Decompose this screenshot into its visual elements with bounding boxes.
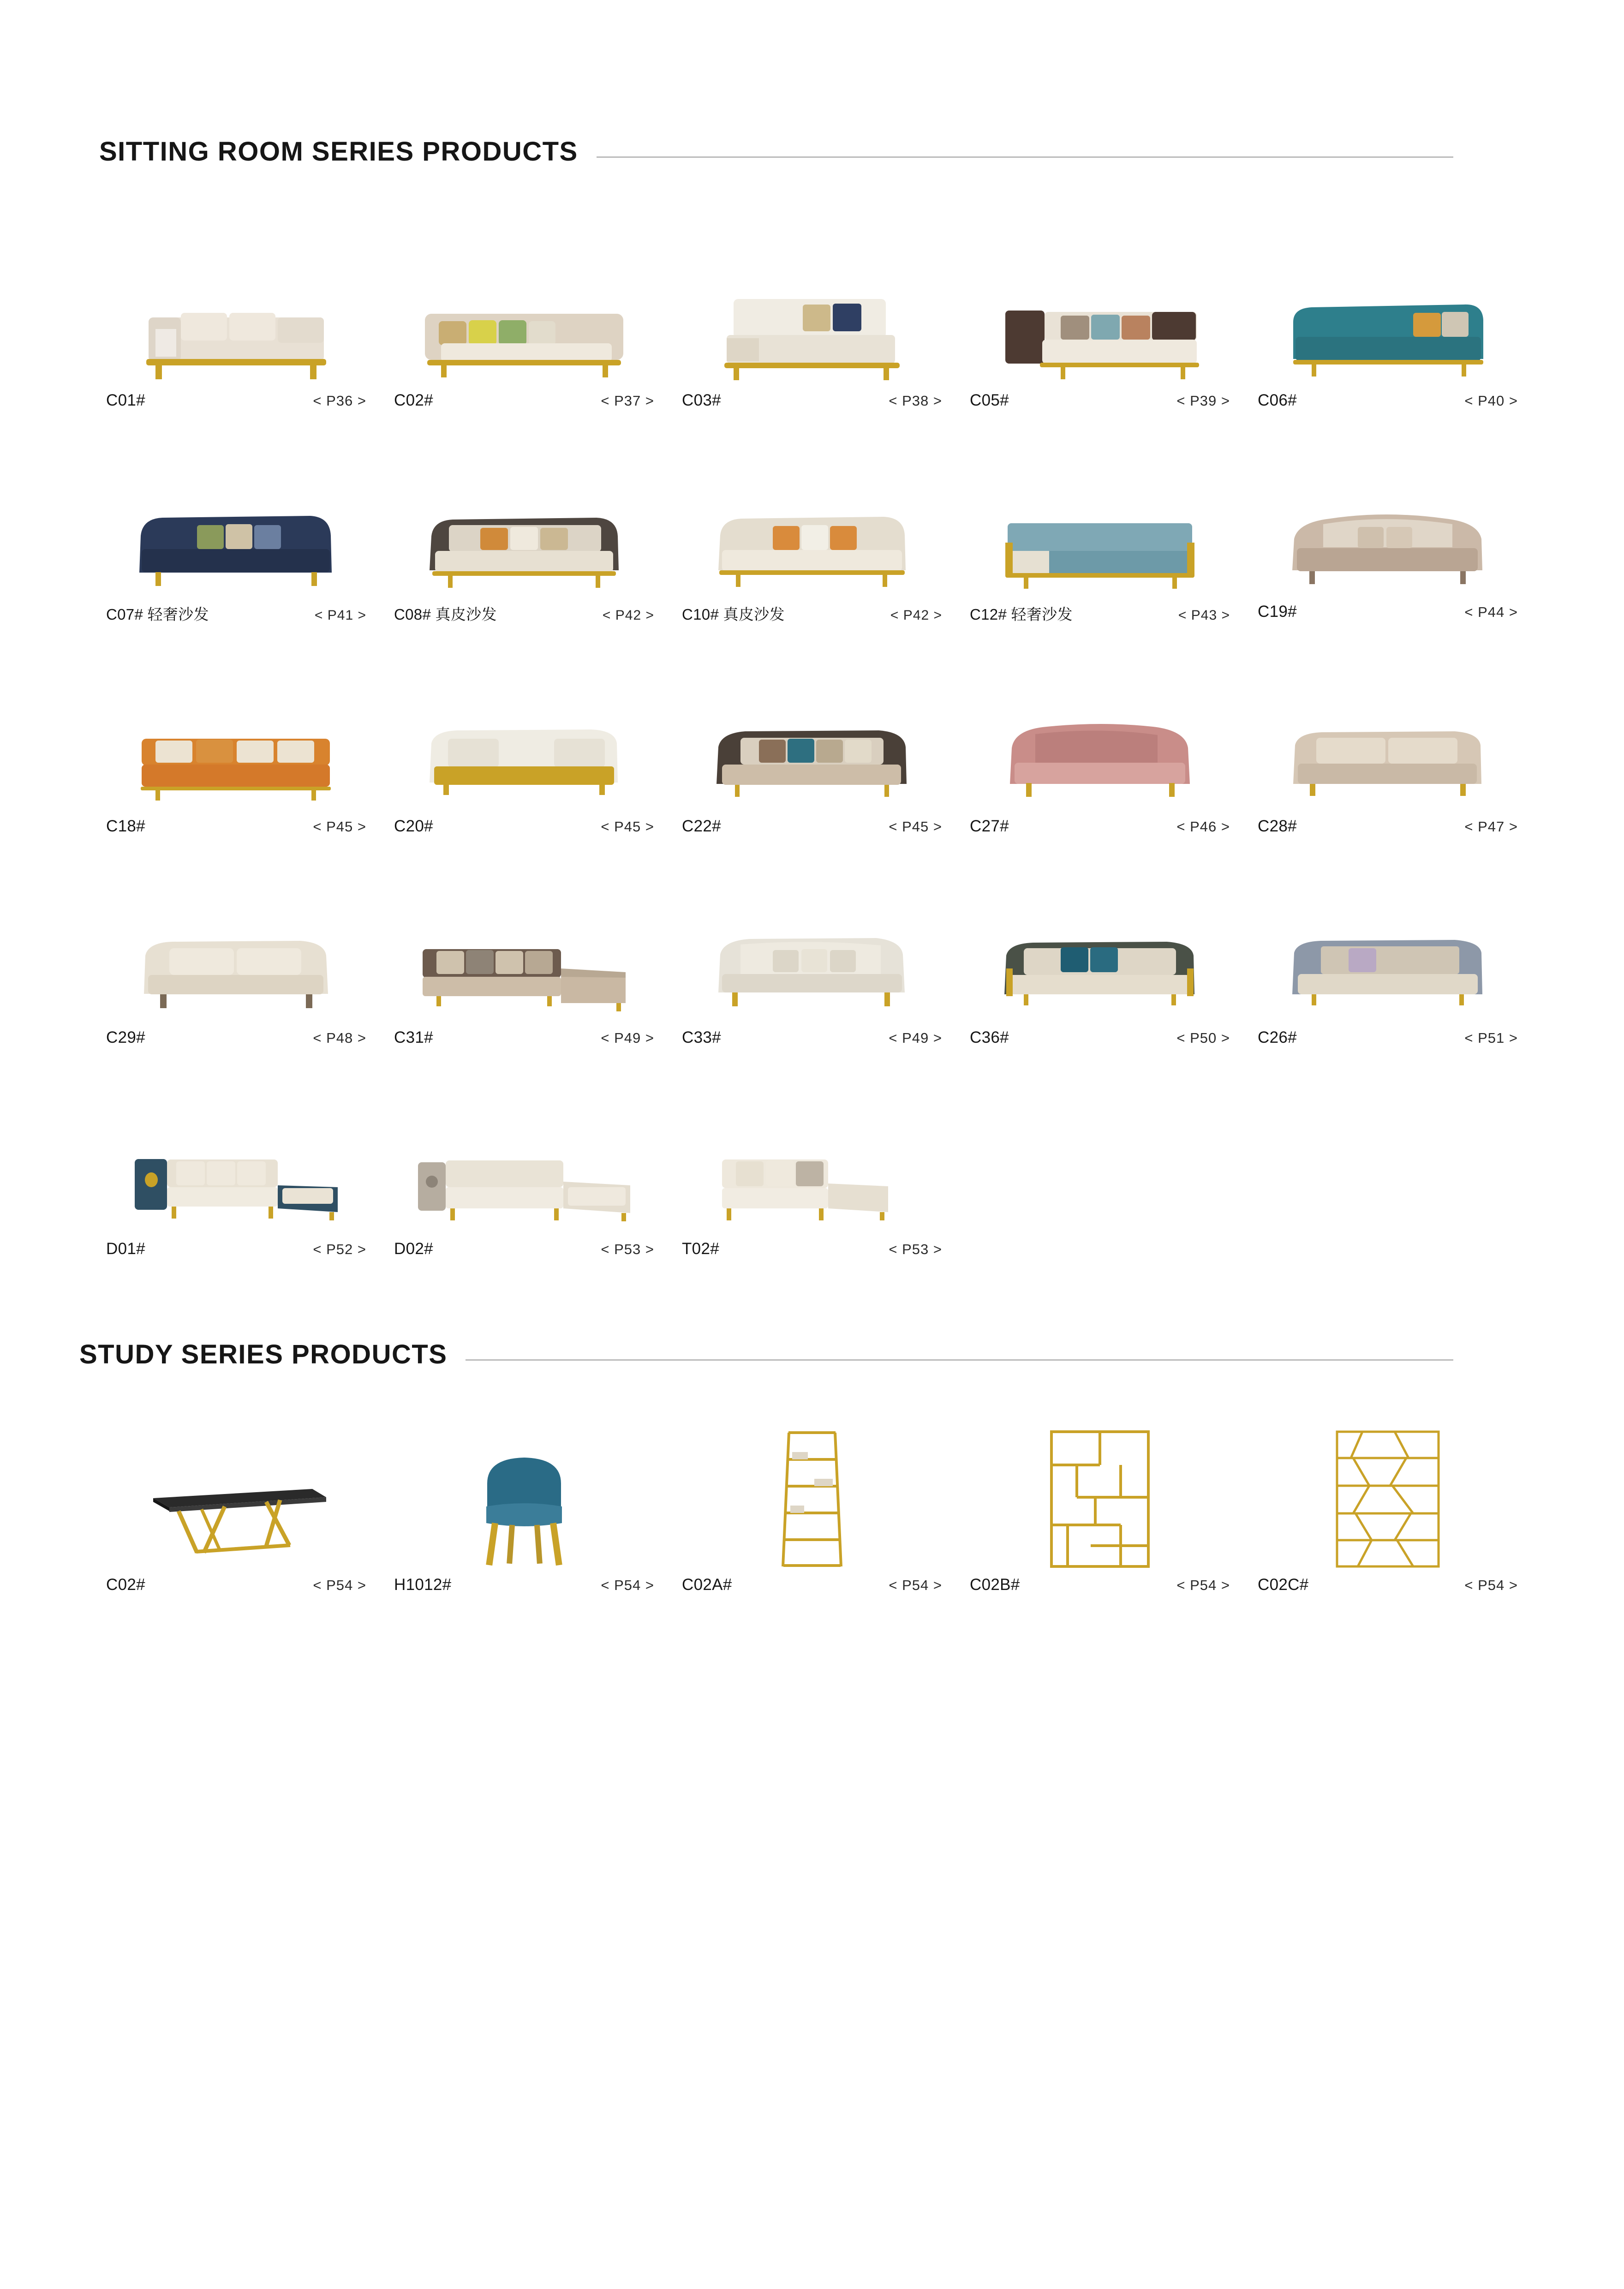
- product-image-sofa-c20: [390, 679, 658, 817]
- section-title: STUDY SERIES PRODUCTS: [79, 1339, 448, 1369]
- product-image-sofa-c07: [102, 464, 370, 603]
- product-code: C02#: [394, 391, 433, 409]
- product-page-ref: < P44 >: [1464, 604, 1518, 620]
- product-code: D02#: [394, 1240, 433, 1258]
- product-cell[interactable]: [92, 253, 380, 410]
- product-caption: [1254, 1028, 1522, 1047]
- product-code: C07# 轻奢沙发: [106, 606, 209, 623]
- product-cell[interactable]: [1244, 253, 1532, 410]
- product-code: C06#: [1258, 391, 1297, 409]
- product-code: C02A#: [682, 1576, 732, 1594]
- product-code: C20#: [394, 817, 433, 835]
- product-image-sofa-c33: [678, 890, 946, 1028]
- product-code: C36#: [970, 1028, 1009, 1046]
- product-page-ref: < P47 >: [1464, 819, 1518, 835]
- product-code: C26#: [1258, 1028, 1297, 1046]
- product-image-chair-h1012: [390, 1423, 658, 1576]
- product-cell-empty: [956, 1101, 1244, 1258]
- product-image-sofa-c12: [966, 464, 1234, 603]
- product-cell[interactable]: [956, 679, 1244, 836]
- product-cell[interactable]: [668, 464, 956, 624]
- product-page-ref: < P48 >: [313, 1030, 366, 1046]
- product-caption: [1254, 817, 1522, 836]
- section-header-study: [0, 1341, 1624, 1368]
- product-code: C08# 真皮沙发: [394, 606, 497, 623]
- product-code: D01#: [106, 1240, 145, 1258]
- product-caption: [390, 1576, 658, 1594]
- product-image-sofa-c06: [1254, 253, 1522, 391]
- product-caption: [678, 1576, 946, 1594]
- product-page-ref: < P49 >: [889, 1030, 942, 1046]
- product-cell[interactable]: [380, 253, 668, 410]
- product-code: T02#: [682, 1240, 719, 1258]
- product-code: C05#: [970, 391, 1009, 409]
- section-header-sitting-room: [0, 138, 1624, 165]
- product-cell[interactable]: [380, 1423, 668, 1594]
- product-code: C28#: [1258, 817, 1297, 835]
- product-cell[interactable]: [668, 253, 956, 410]
- section-divider: [597, 156, 1453, 158]
- product-cell[interactable]: [1244, 464, 1532, 624]
- product-code: C10# 真皮沙发: [682, 606, 785, 623]
- product-page-ref: < P42 >: [602, 608, 654, 623]
- product-caption: [102, 603, 370, 624]
- product-code: C31#: [394, 1028, 433, 1046]
- product-caption: [678, 817, 946, 836]
- product-image-sofa-c18: [102, 679, 370, 817]
- product-image-sofa-c08: [390, 464, 658, 603]
- product-caption: [966, 817, 1234, 836]
- product-code: C22#: [682, 817, 721, 835]
- product-cell[interactable]: [92, 1101, 380, 1258]
- product-cell[interactable]: [956, 464, 1244, 624]
- product-image-sofa-t02: [678, 1101, 946, 1240]
- product-page-ref: < P42 >: [890, 608, 942, 623]
- product-image-sofa-c36: [966, 890, 1234, 1028]
- product-cell[interactable]: [380, 1101, 668, 1258]
- product-image-shelf-c02b: [966, 1423, 1234, 1576]
- product-page-ref: < P49 >: [601, 1030, 654, 1046]
- product-image-sofa-c10: [678, 464, 946, 603]
- product-code: C03#: [682, 391, 721, 409]
- product-cell[interactable]: [380, 679, 668, 836]
- product-caption: [678, 1240, 946, 1258]
- product-page-ref: < P36 >: [313, 393, 366, 409]
- product-caption: [966, 1028, 1234, 1047]
- product-image-sofa-c28: [1254, 679, 1522, 817]
- product-code: C01#: [106, 391, 145, 409]
- product-caption: [966, 1576, 1234, 1594]
- product-caption: [102, 817, 370, 836]
- product-caption: [390, 603, 658, 624]
- product-grid-study: [0, 1368, 1624, 1594]
- product-page-ref: < P52 >: [313, 1241, 366, 1257]
- product-code: C18#: [106, 817, 145, 835]
- product-caption: [1254, 391, 1522, 410]
- product-image-sofa-c29: [102, 890, 370, 1028]
- product-page-ref: < P37 >: [601, 393, 654, 409]
- product-cell-empty: [1244, 1101, 1532, 1258]
- product-page-ref: < P54 >: [1176, 1577, 1230, 1593]
- product-page-ref: < P53 >: [601, 1241, 654, 1257]
- product-image-sofa-c22: [678, 679, 946, 817]
- product-code: C33#: [682, 1028, 721, 1046]
- product-code: C19#: [1258, 603, 1297, 621]
- product-caption: [1254, 1576, 1522, 1594]
- product-code: C02#: [106, 1576, 145, 1594]
- product-page-ref: < P45 >: [889, 819, 942, 835]
- product-page-ref: < P46 >: [1176, 819, 1230, 835]
- product-page-ref: < P54 >: [889, 1577, 942, 1593]
- product-image-sofa-c26: [1254, 890, 1522, 1028]
- product-code: C27#: [970, 817, 1009, 835]
- product-image-sofa-d02: [390, 1101, 658, 1240]
- product-cell[interactable]: [380, 464, 668, 624]
- section-divider: [466, 1359, 1453, 1361]
- product-code: C29#: [106, 1028, 145, 1046]
- product-caption: [102, 391, 370, 410]
- product-image-sofa-c01: [102, 253, 370, 391]
- product-page-ref: < P54 >: [1464, 1577, 1518, 1593]
- product-code: C02B#: [970, 1576, 1020, 1594]
- product-caption: [390, 817, 658, 836]
- product-image-sofa-d01: [102, 1101, 370, 1240]
- product-code: C02C#: [1258, 1576, 1309, 1594]
- product-caption: [102, 1028, 370, 1047]
- product-image-sofa-c31: [390, 890, 658, 1028]
- product-page-ref: < P38 >: [889, 393, 942, 409]
- product-cell[interactable]: [668, 1101, 956, 1258]
- product-image-sofa-c19: [1254, 464, 1522, 603]
- product-cell[interactable]: [668, 679, 956, 836]
- product-page-ref: < P54 >: [313, 1577, 366, 1593]
- product-caption: [390, 1028, 658, 1047]
- product-cell[interactable]: [956, 1423, 1244, 1594]
- product-caption: [102, 1240, 370, 1258]
- product-caption: [390, 391, 658, 410]
- product-grid-sitting-room: [0, 165, 1624, 1258]
- product-page-ref: < P41 >: [314, 608, 366, 623]
- product-page-ref: < P43 >: [1178, 608, 1230, 623]
- section-study: [0, 1258, 1624, 1594]
- product-cell[interactable]: [92, 679, 380, 836]
- product-image-shelf-c02c: [1254, 1423, 1522, 1576]
- product-image-shelf-c02a: [678, 1423, 946, 1576]
- product-page-ref: < P40 >: [1464, 393, 1518, 409]
- product-image-sofa-c02: [390, 253, 658, 391]
- product-cell[interactable]: [956, 890, 1244, 1047]
- product-cell[interactable]: [92, 464, 380, 624]
- product-page-ref: < P53 >: [889, 1241, 942, 1257]
- product-image-sofa-c05: [966, 253, 1234, 391]
- product-caption: [102, 1576, 370, 1594]
- product-image-sofa-c27: [966, 679, 1234, 817]
- product-cell[interactable]: [380, 890, 668, 1047]
- product-cell[interactable]: [668, 890, 956, 1047]
- product-code: C12# 轻奢沙发: [970, 606, 1073, 623]
- product-page-ref: < P51 >: [1464, 1030, 1518, 1046]
- product-caption: [390, 1240, 658, 1258]
- product-caption: [678, 603, 946, 624]
- product-cell[interactable]: [1244, 1423, 1532, 1594]
- product-cell[interactable]: [92, 1423, 380, 1594]
- product-image-desk-c02: [102, 1423, 370, 1576]
- product-page-ref: < P45 >: [313, 819, 366, 835]
- product-caption: [1254, 603, 1522, 621]
- product-cell[interactable]: [1244, 890, 1532, 1047]
- product-page-ref: < P39 >: [1176, 393, 1230, 409]
- product-caption: [966, 603, 1234, 624]
- section-title: SITTING ROOM SERIES PRODUCTS: [99, 137, 578, 167]
- product-cell[interactable]: [92, 890, 380, 1047]
- product-image-sofa-c03: [678, 253, 946, 391]
- product-cell[interactable]: [1244, 679, 1532, 836]
- product-caption: [966, 391, 1234, 410]
- product-page-ref: < P50 >: [1176, 1030, 1230, 1046]
- product-caption: [678, 391, 946, 410]
- product-caption: [678, 1028, 946, 1047]
- product-code: H1012#: [394, 1576, 452, 1594]
- product-cell[interactable]: [668, 1423, 956, 1594]
- product-page-ref: < P45 >: [601, 819, 654, 835]
- product-cell[interactable]: [956, 253, 1244, 410]
- product-page-ref: < P54 >: [601, 1577, 654, 1593]
